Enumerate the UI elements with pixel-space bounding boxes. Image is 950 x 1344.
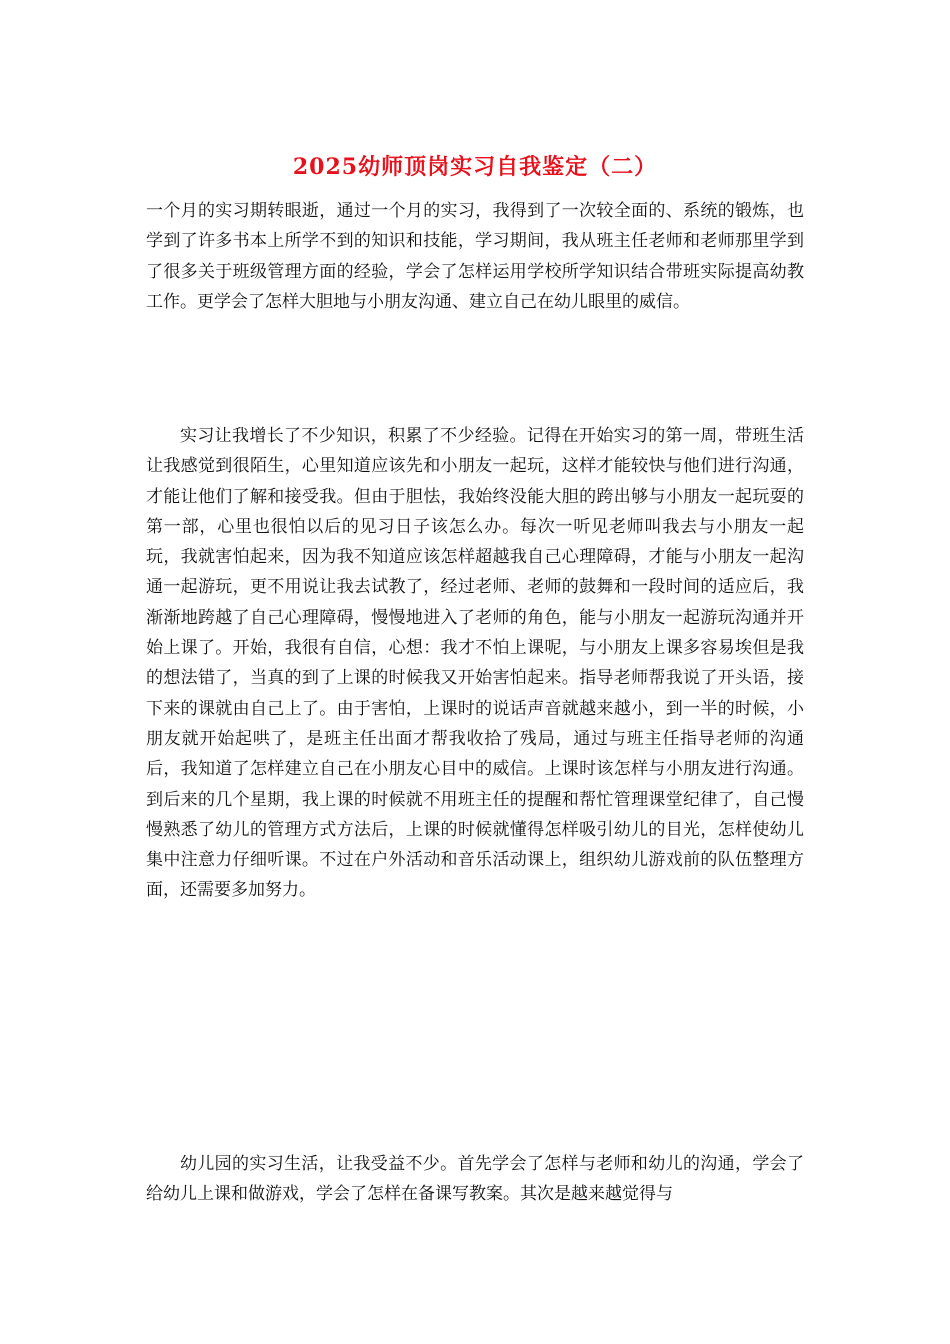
paragraph-3: 幼儿园的实习生活，让我受益不少。首先学会了怎样与老师和幼儿的沟通，学会了给幼儿上课和做游戏，学会了怎样在备课写教案。其次是越来越觉得与 xyxy=(146,1154,804,1205)
document-title: 2025幼师顶岗实习自我鉴定（二） xyxy=(292,154,658,180)
paragraph-1: 一个月的实习期转眼逝，通过一个月的实习，我得到了一次较全面的、系统的锻炼，也学到了许多书本上所学不到的知识和技能，学习期间，我从班主任老师和老师那里学到了很多关于班级管理方面的经验，学会了怎样运用学校所学知识结合带班实际提高幼教工作。更学会了怎样大胆地与小朋友沟通、建立自己在幼儿眼里的威信。 xyxy=(146,201,804,312)
paragraph-2: 实习让我增长了不少知识，积累了不少经验。记得在开始实习的第一周，带班生活让我感觉到很陌生，心里知道应该先和小朋友一起玩，这样才能较快与他们进行沟通，才能让他们了解和接受我。但由于胆怯，我始终没能大胆的跨出够与小朋友一起玩耍的第一部，心里也很怕以后的见习日子该怎么办。每次一听见老师叫我去与小朋友一起玩，我就害怕起来，因为我不知道应该怎样超越我自己心理障碍，才能与小朋友一起沟通一起游玩，更不用说让我去试教了，经过老师、老师的鼓舞和一段时间的适应后，我渐渐地跨越了自己心理障碍，慢慢地进入了老师的角色，能与小朋友一起游玩沟通并开始上课了。开始，我很有自信，心想：我才不怕上课呢，与小朋友上课多容易埃但是我的想法错了，当真的到了上课的时候我又开始害怕起来。指导老师帮我说了开头语，接下来的课就由自己上了。由于害怕，上课时的说话声音就越来越小，到一半的时候，小朋友就开始起哄了，是班主任出面才帮我收拾了残局，通过与班主任指导老师的沟通后，我知道了怎样建立自己在小朋友心目中的威信。上课时该怎样与小朋友进行沟通。到后来的几个星期，我上课的时候就不用班主任的提醒和帮忙管理课堂纪律了，自己慢慢熟悉了幼儿的管理方式方法后，上课的时候就懂得怎样吸引幼儿的目光，怎样使幼儿集中注意力仔细听课。不过在户外活动和音乐活动课上，组织幼儿游戏前的队伍整理方面，还需要多加努力。 xyxy=(146,426,804,901)
